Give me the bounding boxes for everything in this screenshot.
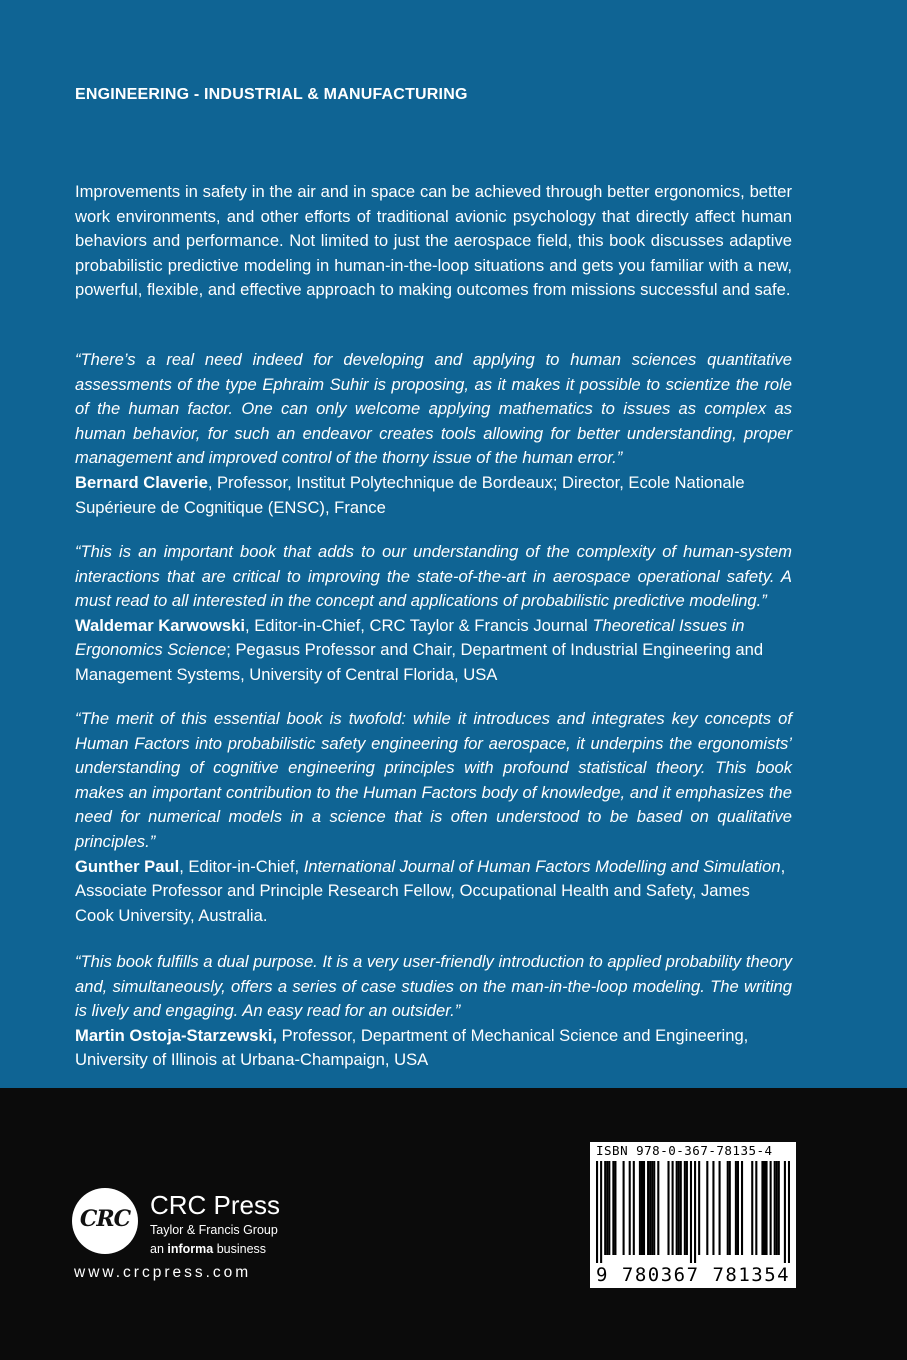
logo-text: CRC: [79, 1206, 131, 1232]
barcode-bar: [788, 1161, 790, 1263]
barcode-bar: [676, 1161, 678, 1255]
barcode-bar: [741, 1161, 743, 1255]
barcode-bar: [784, 1161, 786, 1263]
barcode-bar: [649, 1161, 651, 1255]
endorser-affiliation: , Professor, Institut Polytechnique de Bordeaux; Director, Ecole Nationale Supérieure de Cognitique (ENSC), France: [75, 472, 745, 517]
barcode-bar: [778, 1161, 780, 1255]
isbn-label: ISBN 978-0-367-78135-4: [596, 1143, 773, 1158]
barcode-bar: [641, 1161, 643, 1255]
endorsement-quote: “The merit of this essential book is twofold: while it introduces and integrates key concepts of Human Factors into probabilistic safety engineering for aerospace, it underpins the ergonomists’ understanding of cognitive engineering principles with profound statistical theory. This book makes an important contribution to the Human Factors body of knowledge, and it emphasizes the need for numerical models in a science that is often understood to be based on qualitative principles.”: [75, 709, 792, 851]
journal-title: Theoretical Issues in Ergonomics Science: [75, 615, 745, 660]
barcode-bars: [596, 1161, 790, 1263]
endorser-name: Martin Ostoja-Starzewski,: [75, 1025, 277, 1045]
endorser-affiliation: , Editor-in-Chief,: [179, 856, 304, 876]
endorser-name: Gunther Paul: [75, 856, 180, 876]
endorser-affiliation: , Editor-in-Chief, CRC Taylor & Francis Journal: [245, 615, 593, 635]
barcode-bar: [606, 1161, 608, 1255]
endorsement-3: [75, 707, 792, 928]
barcode-bar: [667, 1161, 669, 1255]
barcode-bar: [774, 1161, 776, 1255]
barcode-bar: [614, 1161, 616, 1255]
publisher-business: [150, 1242, 266, 1256]
barcode-bar: [604, 1161, 606, 1255]
endorsement-source: [75, 855, 792, 929]
barcode-bar: [735, 1161, 737, 1255]
endorser-affiliation-cont: ; Pegasus Professor and Chair, Department of Industrial Engineering and Management Systems, University of Central Florida, USA: [75, 640, 764, 684]
barcode-bar: [684, 1161, 686, 1255]
endorsement-source: [75, 471, 792, 520]
barcode-bar: [651, 1161, 653, 1255]
informa-brand: informa: [167, 1242, 214, 1256]
endorser-affiliation-cont: , Associate Professor and Principle Research Fellow, Occupational Health and Safety, James Cook University, Australia.: [75, 856, 786, 925]
endorser-name: Bernard Claverie: [75, 472, 208, 492]
endorsement-2: [75, 540, 792, 688]
barcode-bar: [755, 1161, 757, 1255]
endorser-affiliation: Professor, Department of Mechanical Science and Engineering, University of Illinois at Urbana-Champaign, USA: [75, 1025, 749, 1070]
barcode-bar: [776, 1161, 778, 1255]
barcode-bar: [647, 1161, 649, 1255]
barcode-bar: [608, 1161, 610, 1255]
barcode-bar: [678, 1161, 680, 1255]
business-suffix: business: [213, 1242, 267, 1256]
barcode-bar: [729, 1161, 731, 1255]
endorser-name: Waldemar Karwowski: [75, 615, 245, 635]
barcode-bar: [639, 1161, 641, 1255]
barcode-bar: [686, 1161, 688, 1255]
endorsement-quote: “There’s a real need indeed for developing and applying to human sciences quantitative assessments of the type Ephraim Suhir is proposing, as it makes it possible to scientize the role of the human factor. One can only welcome applying mathematics to issues as complex as human behavior, for such an endeavor creates tools allowing for better understanding, proper management and improved control of the thorny issue of the human error.”: [75, 350, 792, 468]
barcode-bar: [600, 1161, 602, 1263]
barcode-bar: [712, 1161, 714, 1255]
barcode-bar: [633, 1161, 635, 1255]
endorsement-source: [75, 614, 792, 688]
barcode-bar: [629, 1161, 631, 1255]
business-prefix: an: [150, 1242, 168, 1256]
publisher-name: CRC Press: [150, 1190, 281, 1220]
crc-logo-icon: [72, 1188, 138, 1254]
barcode-bar: [653, 1161, 655, 1255]
barcode-bar: [751, 1161, 753, 1255]
barcode-bar: [612, 1161, 614, 1255]
barcode-bar: [680, 1161, 682, 1255]
barcode-bar: [763, 1161, 765, 1255]
endorsement-1: [75, 348, 792, 520]
barcode-bar: [694, 1161, 696, 1263]
barcode-bar: [643, 1161, 645, 1255]
barcode-bar: [698, 1161, 700, 1255]
barcode-bar: [657, 1161, 659, 1255]
barcode-bar: [737, 1161, 739, 1255]
endorsement-quote: “This book fulfills a dual purpose. It is a very user-friendly introduction to applied probability theory and, simultaneously, offers a series of case studies on the man-in-the-loop modeling. The writing is lively and engaging. An easy read for an outsider.”: [75, 952, 792, 1021]
barcode-bar: [672, 1161, 674, 1255]
barcode-bar: [727, 1161, 729, 1255]
barcode-bar: [719, 1161, 721, 1255]
endorsement-source: [75, 1024, 792, 1073]
subject-category: ENGINEERING - INDUSTRIAL & MANUFACTURING: [75, 86, 468, 103]
barcode-bar: [690, 1161, 692, 1263]
ean-digits: 9 780367 781354: [596, 1264, 791, 1286]
endorsement-4: [75, 950, 792, 1073]
barcode-bar: [765, 1161, 767, 1255]
barcode-bar: [596, 1161, 598, 1263]
barcode-bar: [623, 1161, 625, 1255]
endorsement-quote: “This is an important book that adds to our understanding of the complexity of human-system interactions that are critical to improving the state-of-the-art in aerospace operational safety. A must read to all interested in the concept and applications of probabilistic predictive modeling.”: [75, 542, 792, 611]
publisher-group: Taylor & Francis Group: [150, 1223, 278, 1237]
book-description: Improvements in safety in the air and in space can be achieved through better ergonomics, better work environments, and other efforts of traditional avionic psychology that directly affect human behaviors and performance. Not limited to just the aerospace field, this book discusses adaptive probabilistic predictive modeling in human-in-the-loop situations and gets you familiar with a new, powerful, flexible, and effective approach to making outcomes from missions successful and safe.: [75, 182, 792, 300]
isbn-barcode: [590, 1142, 796, 1288]
publisher-website: www.crcpress.com: [74, 1264, 252, 1281]
barcode-bar: [770, 1161, 772, 1255]
barcode-bar: [706, 1161, 708, 1255]
journal-title: International Journal of Human Factors Modelling and Simulation: [303, 856, 781, 876]
barcode-bar: [761, 1161, 763, 1255]
